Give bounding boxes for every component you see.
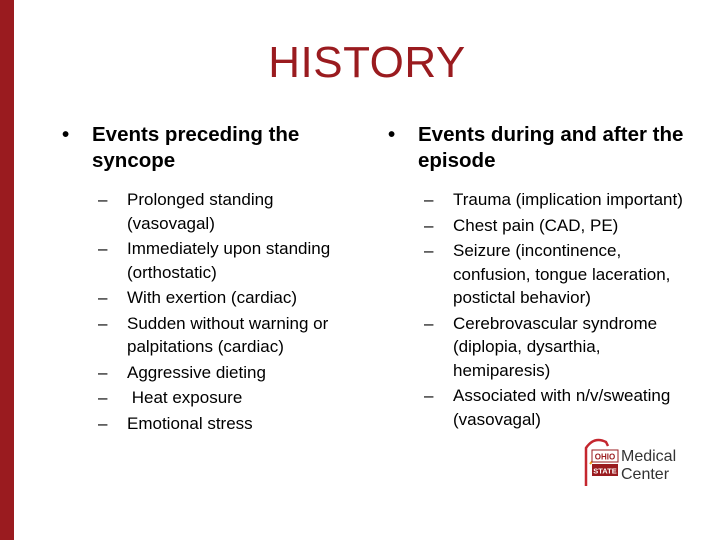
list-item-text: Emotional stress (127, 413, 253, 433)
left-column (62, 122, 362, 437)
list-item-text: Aggressive dieting (127, 362, 266, 382)
dash-icon: – (98, 413, 108, 433)
dash-icon: – (424, 215, 434, 235)
bullet-icon: • (62, 123, 70, 146)
list-item-text: Cerebrovascular syndrome (diplopia, dysarthia, hemiparesis) (453, 313, 658, 380)
dash-icon: – (98, 313, 108, 333)
logo-swoosh (586, 440, 608, 486)
slide-side-bar (0, 0, 14, 540)
dash-icon: – (424, 241, 434, 260)
list-item (98, 386, 362, 410)
left-column-heading (62, 122, 362, 174)
dash-icon: – (98, 239, 108, 258)
medical-center-logo (580, 434, 700, 490)
list-item-text: Chest pain (CAD, PE) (453, 215, 619, 235)
dash-icon: – (98, 388, 108, 407)
logo-medical-text: Medical (621, 448, 677, 465)
right-column-heading (388, 122, 698, 174)
slide-title: HISTORY (268, 38, 466, 87)
list-item (424, 239, 698, 310)
logo-state-text: STATE (593, 466, 617, 476)
left-item-list (62, 188, 362, 435)
logo-ohio-text: OHIO (594, 452, 616, 462)
list-item-text: Associated with n/v/sweating (vasovagal) (453, 386, 671, 429)
list-item-text: Seizure (incontinence, confusion, tongue laceration, postictal behavior) (453, 241, 671, 307)
list-item (98, 237, 362, 284)
logo-center-text: Center (621, 466, 670, 483)
dash-icon: – (424, 386, 434, 405)
list-item (424, 384, 698, 431)
list-item-text: Sudden without warning or palpitations (cardiac) (127, 313, 329, 356)
list-item-text: With exertion (cardiac) (127, 288, 298, 307)
list-item (424, 312, 698, 383)
list-item-text: Trauma (implication important) (453, 190, 683, 209)
bullet-icon: • (388, 123, 396, 146)
dash-icon: – (98, 288, 108, 307)
right-item-list (388, 188, 698, 431)
list-item (98, 312, 362, 359)
list-item-text: Heat exposure (127, 388, 243, 407)
list-item (98, 188, 362, 235)
list-item-text: Immediately upon standing (orthostatic) (127, 239, 331, 282)
list-item (424, 214, 698, 238)
left-heading-text: Events preceding the syncope (92, 123, 300, 172)
dash-icon: – (98, 362, 108, 382)
list-item (424, 188, 698, 212)
right-column (388, 122, 698, 433)
list-item-text: Prolonged standing (vasovagal) (127, 190, 274, 233)
list-item (98, 286, 362, 310)
right-heading-text: Events during and after the episode (418, 123, 684, 172)
dash-icon: – (424, 190, 434, 209)
dash-icon: – (424, 313, 434, 333)
list-item (98, 361, 362, 385)
list-item (98, 412, 362, 436)
dash-icon: – (98, 190, 108, 209)
